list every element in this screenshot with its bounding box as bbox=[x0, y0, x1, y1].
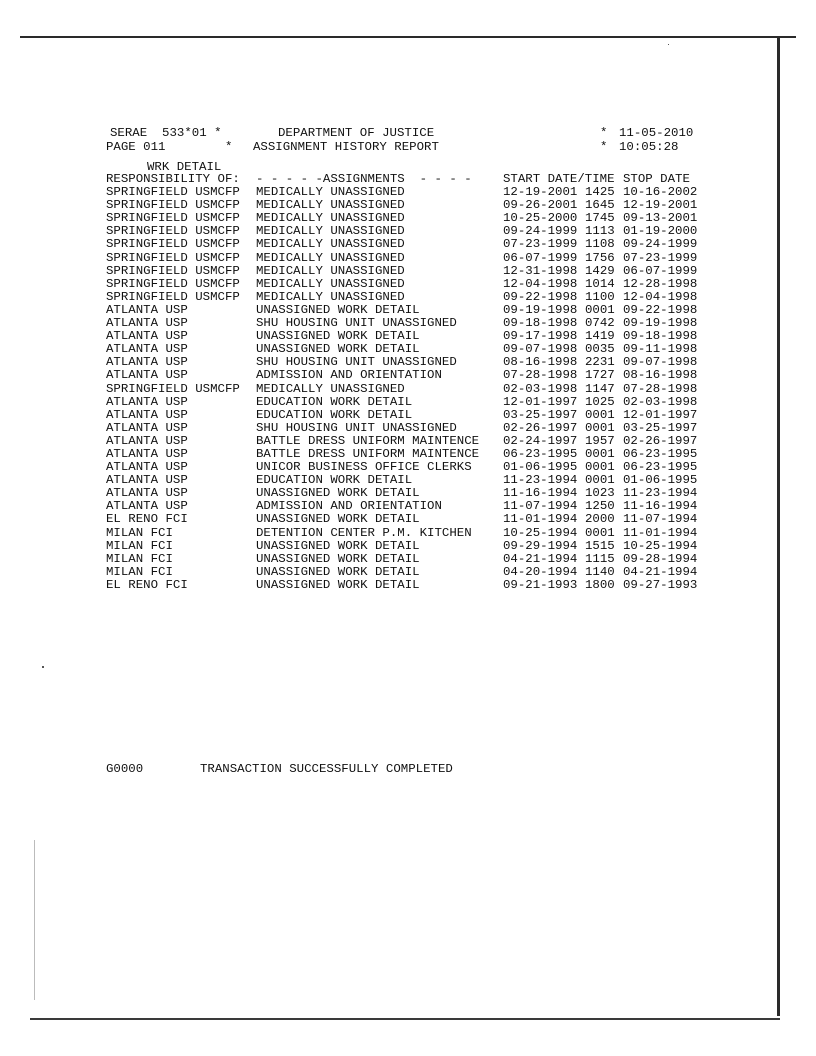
cell-responsibility: ATLANTA USP bbox=[106, 473, 188, 488]
cell-responsibility: ATLANTA USP bbox=[106, 342, 188, 357]
cell-responsibility: EL RENO FCI bbox=[106, 512, 188, 527]
cell-stop-date: 11-23-1994 bbox=[623, 486, 698, 501]
scan-border-top bbox=[20, 36, 796, 38]
cell-start-date: 09-19-1998 bbox=[503, 302, 578, 317]
header-star: * bbox=[600, 140, 608, 154]
cell-responsibility: SPRINGFIELD USMCFP bbox=[106, 381, 240, 396]
cell-stop-date: 09-11-1998 bbox=[623, 342, 698, 357]
cell-responsibility: SPRINGFIELD USMCFP bbox=[106, 263, 240, 278]
cell-start-time: 2231 bbox=[585, 355, 615, 370]
cell-start-time: 1115 bbox=[585, 551, 615, 566]
cell-start-time: 1108 bbox=[585, 237, 615, 252]
cell-stop-date: 11-16-1994 bbox=[623, 499, 698, 514]
cell-assignment: UNASSIGNED WORK DETAIL bbox=[256, 512, 420, 527]
cell-start-time: 1957 bbox=[585, 433, 615, 448]
cell-start-date: 09-21-1993 bbox=[503, 577, 578, 592]
cell-start-date: 04-21-1994 bbox=[503, 551, 578, 566]
system-id: SERAE 533*01 * bbox=[110, 126, 222, 140]
cell-stop-date: 10-25-1994 bbox=[623, 538, 698, 553]
cell-assignment: ADMISSION AND ORIENTATION bbox=[256, 499, 442, 514]
cell-assignment: MEDICALLY UNASSIGNED bbox=[256, 289, 405, 304]
column-header-start: START DATE/TIME bbox=[503, 172, 615, 186]
cell-responsibility: SPRINGFIELD USMCFP bbox=[106, 185, 240, 200]
cell-start-date: 08-16-1998 bbox=[503, 355, 578, 370]
cell-start-date: 12-04-1998 bbox=[503, 276, 578, 291]
page-number: PAGE 011 * bbox=[106, 140, 233, 154]
cell-start-time: 1113 bbox=[585, 224, 615, 239]
cell-responsibility: MILAN FCI bbox=[106, 538, 173, 553]
cell-start-date: 09-18-1998 bbox=[503, 316, 578, 331]
cell-responsibility: EL RENO FCI bbox=[106, 577, 188, 592]
cell-start-date: 09-22-1998 bbox=[503, 289, 578, 304]
cell-start-date: 07-23-1999 bbox=[503, 237, 578, 252]
cell-responsibility: ATLANTA USP bbox=[106, 355, 188, 370]
cell-stop-date: 02-03-1998 bbox=[623, 394, 698, 409]
cell-assignment: DETENTION CENTER P.M. KITCHEN bbox=[256, 525, 472, 540]
column-header-stop: STOP DATE bbox=[623, 172, 690, 186]
cell-start-date: 11-07-1994 bbox=[503, 499, 578, 514]
cell-start-date: 10-25-1994 bbox=[503, 525, 578, 540]
cell-stop-date: 06-23-1995 bbox=[623, 446, 698, 461]
department-name: DEPARTMENT OF JUSTICE bbox=[278, 126, 435, 140]
cell-stop-date: 01-06-1995 bbox=[623, 473, 698, 488]
cell-assignment: EDUCATION WORK DETAIL bbox=[256, 407, 413, 422]
cell-start-time: 1645 bbox=[585, 198, 615, 213]
cell-responsibility: ATLANTA USP bbox=[106, 446, 188, 461]
cell-start-time: 1023 bbox=[585, 486, 615, 501]
cell-responsibility: ATLANTA USP bbox=[106, 420, 188, 435]
cell-stop-date: 09-18-1998 bbox=[623, 329, 698, 344]
cell-start-date: 04-20-1994 bbox=[503, 564, 578, 579]
cell-stop-date: 09-28-1994 bbox=[623, 551, 698, 566]
cell-start-date: 11-16-1994 bbox=[503, 486, 578, 501]
cell-start-date: 12-01-1997 bbox=[503, 394, 578, 409]
cell-start-time: 1100 bbox=[585, 289, 615, 304]
cell-assignment: MEDICALLY UNASSIGNED bbox=[256, 381, 405, 396]
cell-stop-date: 12-19-2001 bbox=[623, 198, 698, 213]
cell-responsibility: ATLANTA USP bbox=[106, 433, 188, 448]
cell-start-time: 1429 bbox=[585, 263, 615, 278]
cell-stop-date: 09-24-1999 bbox=[623, 237, 698, 252]
cell-start-date: 02-03-1998 bbox=[503, 381, 578, 396]
cell-assignment: UNASSIGNED WORK DETAIL bbox=[256, 302, 420, 317]
cell-start-date: 11-01-1994 bbox=[503, 512, 578, 527]
cell-responsibility: SPRINGFIELD USMCFP bbox=[106, 289, 240, 304]
scan-speck bbox=[668, 44, 669, 45]
cell-responsibility: ATLANTA USP bbox=[106, 329, 188, 344]
cell-start-date: 02-26-1997 bbox=[503, 420, 578, 435]
cell-start-time: 1745 bbox=[585, 211, 615, 226]
cell-stop-date: 02-26-1997 bbox=[623, 433, 698, 448]
cell-stop-date: 06-07-1999 bbox=[623, 263, 698, 278]
cell-start-time: 1800 bbox=[585, 577, 615, 592]
header-star: * bbox=[600, 126, 608, 140]
cell-start-time: 1419 bbox=[585, 329, 615, 344]
cell-stop-date: 09-22-1998 bbox=[623, 302, 698, 317]
cell-stop-date: 12-01-1997 bbox=[623, 407, 698, 422]
cell-assignment: SHU HOUSING UNIT UNASSIGNED bbox=[256, 355, 457, 370]
cell-start-date: 06-23-1995 bbox=[503, 446, 578, 461]
cell-start-date: 11-23-1994 bbox=[503, 473, 578, 488]
cell-start-date: 12-19-2001 bbox=[503, 185, 578, 200]
cell-assignment: EDUCATION WORK DETAIL bbox=[256, 394, 413, 409]
cell-responsibility: ATLANTA USP bbox=[106, 368, 188, 383]
assignment-table bbox=[106, 173, 703, 592]
cell-assignment: MEDICALLY UNASSIGNED bbox=[256, 250, 405, 265]
cell-start-time: 1140 bbox=[585, 564, 615, 579]
scan-border-left bbox=[34, 840, 35, 1000]
cell-stop-date: 04-21-1994 bbox=[623, 564, 698, 579]
cell-stop-date: 07-23-1999 bbox=[623, 250, 698, 265]
cell-responsibility: SPRINGFIELD USMCFP bbox=[106, 250, 240, 265]
scan-border-bottom bbox=[30, 1018, 780, 1020]
cell-responsibility: MILAN FCI bbox=[106, 564, 173, 579]
cell-responsibility: ATLANTA USP bbox=[106, 302, 188, 317]
cell-stop-date: 09-19-1998 bbox=[623, 316, 698, 331]
cell-responsibility: ATLANTA USP bbox=[106, 394, 188, 409]
cell-stop-date: 12-28-1998 bbox=[623, 276, 698, 291]
cell-stop-date: 06-23-1995 bbox=[623, 460, 698, 475]
cell-start-date: 09-17-1998 bbox=[503, 329, 578, 344]
cell-stop-date: 10-16-2002 bbox=[623, 185, 698, 200]
cell-responsibility: ATLANTA USP bbox=[106, 486, 188, 501]
cell-stop-date: 03-25-1997 bbox=[623, 420, 698, 435]
cell-assignment: BATTLE DRESS UNIFORM MAINTENCE bbox=[256, 446, 480, 461]
cell-responsibility: SPRINGFIELD USMCFP bbox=[106, 237, 240, 252]
cell-responsibility: ATLANTA USP bbox=[106, 407, 188, 422]
cell-responsibility: SPRINGFIELD USMCFP bbox=[106, 198, 240, 213]
status-message: TRANSACTION SUCCESSFULLY COMPLETED bbox=[200, 762, 453, 776]
cell-start-time: 0001 bbox=[585, 460, 615, 475]
cell-start-time: 1727 bbox=[585, 368, 615, 383]
cell-assignment: UNASSIGNED WORK DETAIL bbox=[256, 577, 420, 592]
cell-start-time: 0742 bbox=[585, 316, 615, 331]
cell-stop-date: 07-28-1998 bbox=[623, 381, 698, 396]
cell-assignment: MEDICALLY UNASSIGNED bbox=[256, 185, 405, 200]
cell-responsibility: SPRINGFIELD USMCFP bbox=[106, 211, 240, 226]
cell-start-time: 0001 bbox=[585, 407, 615, 422]
cell-start-time: 2000 bbox=[585, 512, 615, 527]
cell-stop-date: 12-04-1998 bbox=[623, 289, 698, 304]
column-header-assignments: - - - - -ASSIGNMENTS - - - - bbox=[256, 172, 472, 186]
column-header-responsibility: RESPONSIBILITY OF: bbox=[106, 172, 240, 186]
cell-assignment: MEDICALLY UNASSIGNED bbox=[256, 276, 405, 291]
cell-stop-date: 08-16-1998 bbox=[623, 368, 698, 383]
cell-start-date: 10-25-2000 bbox=[503, 211, 578, 226]
cell-start-date: 03-25-1997 bbox=[503, 407, 578, 422]
cell-assignment: SHU HOUSING UNIT UNASSIGNED bbox=[256, 316, 457, 331]
cell-start-time: 0001 bbox=[585, 473, 615, 488]
cell-start-date: 02-24-1997 bbox=[503, 433, 578, 448]
report-date: 11-05-2010 bbox=[619, 126, 694, 140]
cell-assignment: ADMISSION AND ORIENTATION bbox=[256, 368, 442, 383]
cell-assignment: MEDICALLY UNASSIGNED bbox=[256, 211, 405, 226]
cell-responsibility: MILAN FCI bbox=[106, 525, 173, 540]
cell-assignment: MEDICALLY UNASSIGNED bbox=[256, 224, 405, 239]
cell-assignment: UNASSIGNED WORK DETAIL bbox=[256, 342, 420, 357]
cell-assignment: UNASSIGNED WORK DETAIL bbox=[256, 538, 420, 553]
cell-start-time: 1250 bbox=[585, 499, 615, 514]
scan-border-right bbox=[777, 36, 780, 1016]
cell-responsibility: ATLANTA USP bbox=[106, 499, 188, 514]
cell-responsibility: SPRINGFIELD USMCFP bbox=[106, 224, 240, 239]
report-title: ASSIGNMENT HISTORY REPORT bbox=[253, 140, 439, 154]
cell-stop-date: 09-27-1993 bbox=[623, 577, 698, 592]
cell-assignment: EDUCATION WORK DETAIL bbox=[256, 473, 413, 488]
cell-start-time: 1425 bbox=[585, 185, 615, 200]
cell-stop-date: 11-07-1994 bbox=[623, 512, 698, 527]
report-time: 10:05:28 bbox=[619, 140, 679, 154]
cell-stop-date: 01-19-2000 bbox=[623, 224, 698, 239]
status-code: G0000 bbox=[106, 762, 144, 776]
cell-start-time: 0035 bbox=[585, 342, 615, 357]
cell-responsibility: ATLANTA USP bbox=[106, 316, 188, 331]
cell-start-time: 1515 bbox=[585, 538, 615, 553]
scan-speck bbox=[42, 666, 44, 668]
cell-start-time: 0001 bbox=[585, 420, 615, 435]
cell-start-time: 0001 bbox=[585, 446, 615, 461]
cell-start-time: 1147 bbox=[585, 381, 615, 396]
cell-assignment: MEDICALLY UNASSIGNED bbox=[256, 198, 405, 213]
cell-start-date: 06-07-1999 bbox=[503, 250, 578, 265]
cell-start-date: 09-26-2001 bbox=[503, 198, 578, 213]
cell-start-date: 09-24-1999 bbox=[503, 224, 578, 239]
cell-start-time: 0001 bbox=[585, 302, 615, 317]
cell-assignment: MEDICALLY UNASSIGNED bbox=[256, 237, 405, 252]
cell-start-date: 01-06-1995 bbox=[503, 460, 578, 475]
section-label: WRK DETAIL bbox=[147, 160, 222, 174]
cell-start-date: 09-29-1994 bbox=[503, 538, 578, 553]
cell-start-time: 0001 bbox=[585, 525, 615, 540]
cell-start-time: 1014 bbox=[585, 276, 615, 291]
cell-assignment: BATTLE DRESS UNIFORM MAINTENCE bbox=[256, 433, 480, 448]
cell-assignment: MEDICALLY UNASSIGNED bbox=[256, 263, 405, 278]
cell-stop-date: 09-13-2001 bbox=[623, 211, 698, 226]
cell-assignment: UNASSIGNED WORK DETAIL bbox=[256, 329, 420, 344]
cell-stop-date: 09-07-1998 bbox=[623, 355, 698, 370]
cell-responsibility: MILAN FCI bbox=[106, 551, 173, 566]
cell-assignment: UNICOR BUSINESS OFFICE CLERKS bbox=[256, 460, 472, 475]
cell-assignment: UNASSIGNED WORK DETAIL bbox=[256, 486, 420, 501]
cell-start-date: 12-31-1998 bbox=[503, 263, 578, 278]
cell-start-date: 07-28-1998 bbox=[503, 368, 578, 383]
cell-stop-date: 11-01-1994 bbox=[623, 525, 698, 540]
cell-assignment: UNASSIGNED WORK DETAIL bbox=[256, 551, 420, 566]
cell-assignment: SHU HOUSING UNIT UNASSIGNED bbox=[256, 420, 457, 435]
cell-start-date: 09-07-1998 bbox=[503, 342, 578, 357]
cell-responsibility: ATLANTA USP bbox=[106, 460, 188, 475]
cell-start-time: 1025 bbox=[585, 394, 615, 409]
cell-responsibility: SPRINGFIELD USMCFP bbox=[106, 276, 240, 291]
cell-start-time: 1756 bbox=[585, 250, 615, 265]
cell-assignment: UNASSIGNED WORK DETAIL bbox=[256, 564, 420, 579]
